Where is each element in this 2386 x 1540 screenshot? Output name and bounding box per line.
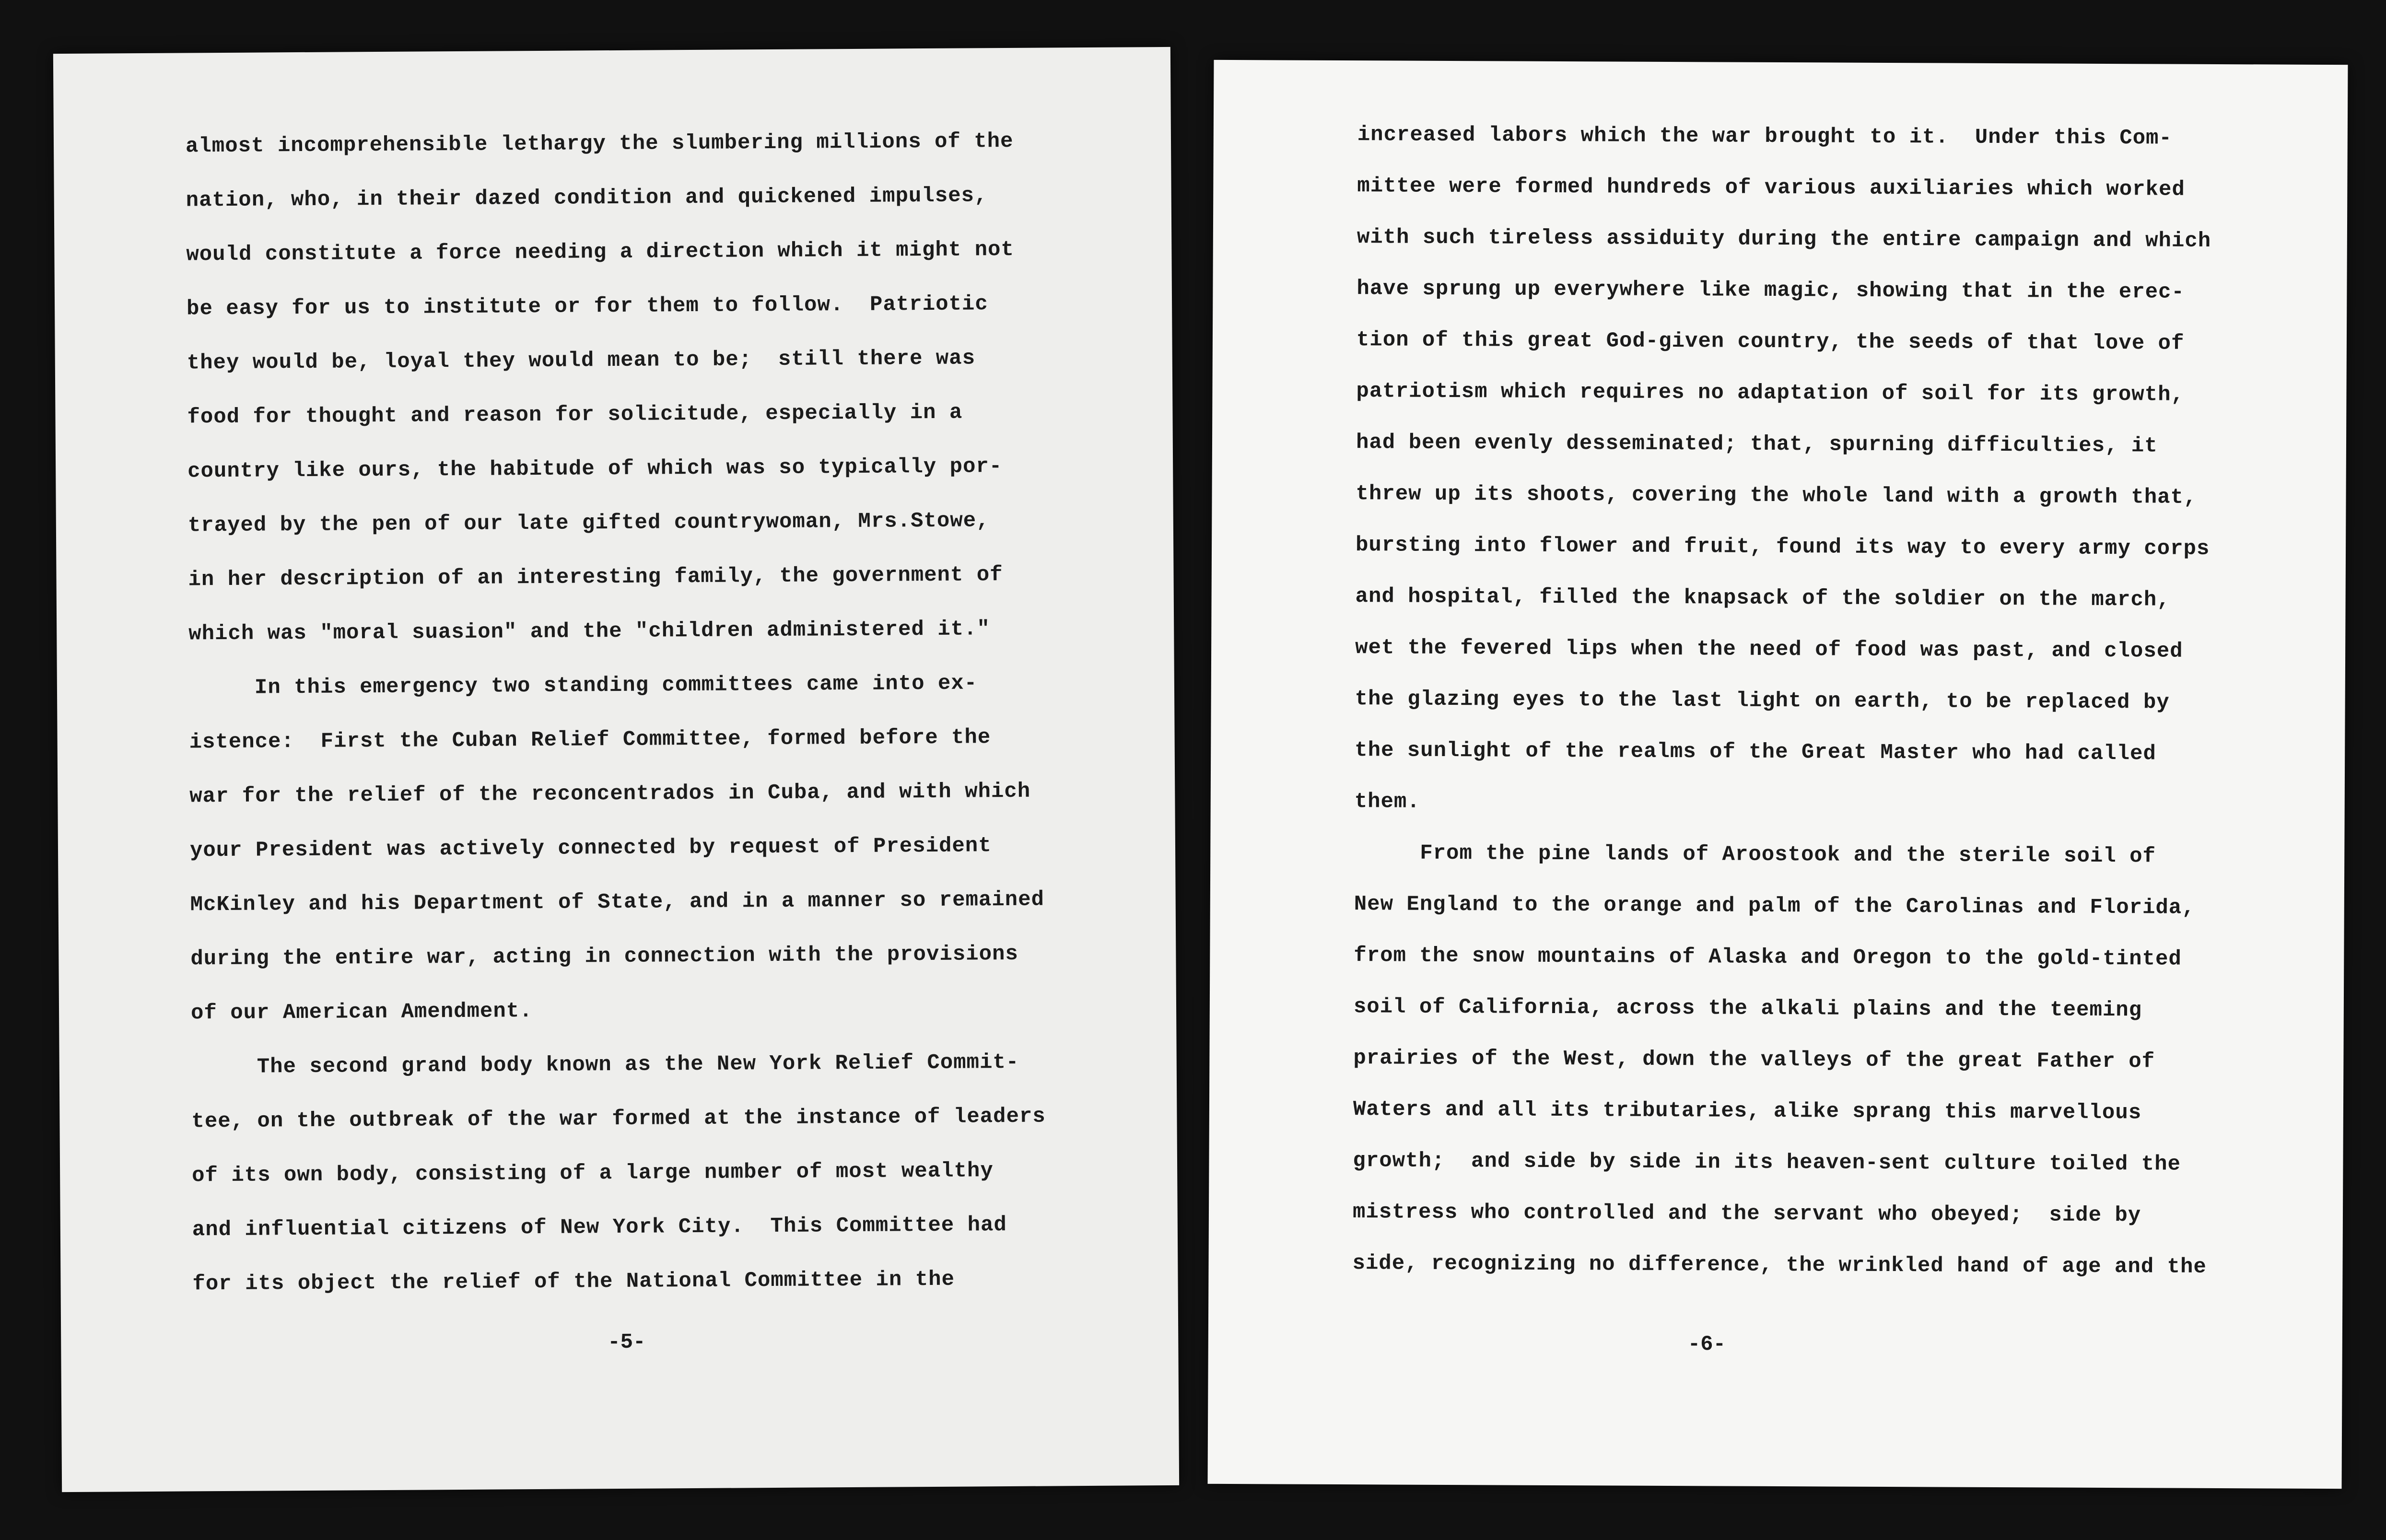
text-line: mistress who controlled and the servant who obeyed; side by bbox=[1352, 1200, 2141, 1228]
text-line: food for thought and reason for solicitude, especially in a bbox=[187, 400, 963, 430]
text-line: would constitute a force needing a direction which it might not bbox=[186, 237, 1015, 267]
text-line: of our American Amendment. bbox=[190, 999, 533, 1026]
text-line: New England to the orange and palm of the Carolinas and Florida, bbox=[1354, 892, 2195, 920]
text-line: for its object the relief of the National Committee in the bbox=[192, 1267, 955, 1296]
text-line: have sprung up everywhere like magic, showing that in the erec- bbox=[1357, 277, 2185, 304]
text-line: mittee were formed hundreds of various auxiliaries which worked bbox=[1357, 174, 2185, 202]
text-line: tion of this great God-given country, the seeds of that love of bbox=[1356, 328, 2185, 356]
text-line: patriotism which requires no adaptation of soil for its growth, bbox=[1356, 379, 2185, 407]
text-line: with such tireless assiduity during the entire campaign and which bbox=[1357, 225, 2211, 253]
text-line: wet the fevered lips when the need of food was past, and closed bbox=[1355, 636, 2183, 664]
text-line: war for the relief of the reconcentrados in Cuba, and with which bbox=[189, 779, 1031, 809]
text-line: in her description of an interesting family, the government of bbox=[188, 563, 1003, 592]
text-line: bursting into flower and fruit, found its way to every army corps bbox=[1355, 533, 2210, 561]
text-line: your President was actively connected by request of President bbox=[189, 834, 992, 863]
text-line: them. bbox=[1354, 790, 1420, 814]
text-line: In this emergency two standing committees came into ex- bbox=[188, 671, 978, 700]
text-line: soil of California, across the alkali plains and the teeming bbox=[1353, 995, 2142, 1023]
text-line: country like ours, the habitude of which was so typically por- bbox=[187, 455, 1003, 484]
text-line: side, recognizing no difference, the wrinkled hand of age and the bbox=[1352, 1251, 2207, 1279]
text-line: of its own body, consisting of a large number of most wealthy bbox=[192, 1159, 994, 1188]
text-line: the glazing eyes to the last light on earth, to be replaced by bbox=[1355, 687, 2170, 715]
text-line: McKinley and his Department of State, and in a manner so remained bbox=[190, 887, 1045, 917]
text-line: they would be, loyal they would mean to be; still there was bbox=[187, 346, 976, 375]
text-line: The second grand body known as the New York Relief Commit- bbox=[191, 1050, 1019, 1080]
text-line: had been evenly desseminated; that, spurning difficulties, it bbox=[1356, 431, 2158, 458]
text-line: increased labors which the war brought to it. Under this Com- bbox=[1357, 123, 2172, 151]
text-line: nation, who, in their dazed condition and quickened impulses, bbox=[186, 184, 988, 213]
page-number: -5- bbox=[608, 1330, 646, 1355]
text-line: trayed by the pen of our late gifted countrywoman, Mrs.Stowe, bbox=[187, 509, 990, 538]
text-line: which was "moral suasion" and the "children administered it." bbox=[188, 617, 991, 646]
text-line: during the entire war, acting in connection with the provisions bbox=[190, 942, 1019, 971]
right-page bbox=[1208, 60, 2348, 1489]
page-number: -6- bbox=[1687, 1332, 1726, 1357]
text-line: and influential citizens of New York City. This Committee had bbox=[192, 1213, 1007, 1242]
left-page bbox=[53, 47, 1179, 1492]
text-line: almost incomprehensible lethargy the slumbering millions of the bbox=[185, 129, 1014, 159]
text-line: threw up its shoots, covering the whole land with a growth that, bbox=[1356, 482, 2197, 510]
text-line: istence: First the Cuban Relief Committee, formed before the bbox=[189, 725, 991, 755]
text-line: prairies of the West, down the valleys of the great Father of bbox=[1353, 1046, 2155, 1074]
text-line: tee, on the outbreak of the war formed at the instance of leaders bbox=[191, 1104, 1046, 1134]
text-line: be easy for us to institute or for them to follow. Patriotic bbox=[186, 292, 988, 321]
text-line: from the snow mountains of Alaska and Oregon to the gold-tinted bbox=[1354, 944, 2182, 971]
text-line: and hospital, filled the knapsack of the soldier on the march, bbox=[1355, 584, 2170, 612]
text-line: the sunlight of the realms of the Great Master who had called bbox=[1355, 738, 2156, 766]
text-line: Waters and all its tributaries, alike sprang this marvellous bbox=[1353, 1097, 2142, 1125]
text-line: growth; and side by side in its heaven-sent culture toiled the bbox=[1353, 1149, 2181, 1177]
text-line: From the pine lands of Aroostook and the sterile soil of bbox=[1354, 841, 2156, 869]
